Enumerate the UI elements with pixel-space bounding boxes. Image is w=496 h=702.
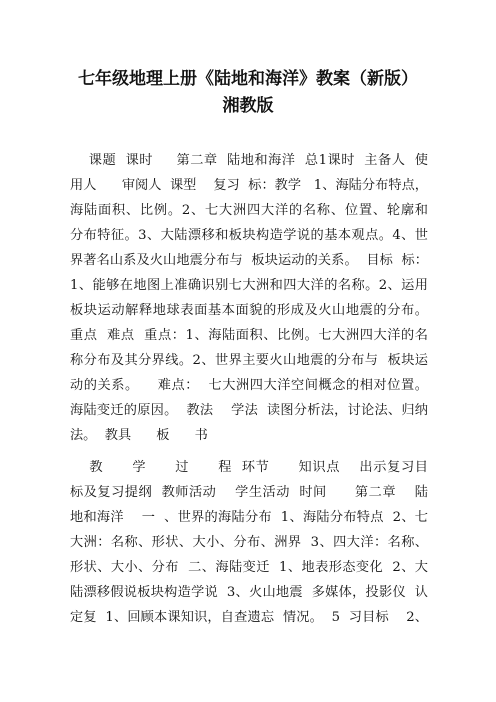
document-title: 七年级地理上册《陆地和海洋》教案（新版） bbox=[78, 69, 418, 89]
text-line: 标及复习提纲 教师活动 学生活动 时间 第二章 陆 bbox=[70, 485, 428, 500]
text-line: 海陆面积、比例。2、七大洲四大洋的名称、位置、轮廓和 bbox=[70, 203, 428, 218]
text-line: 课题 课时 第二章 陆地和海洋 总1课时 主备人 使 bbox=[70, 153, 428, 168]
text-line: 动的关系。 难点： 七大洲四大洋空间概念的相对位置。 bbox=[70, 378, 428, 393]
text-line: 用人 审阅人 课型 复习 标：教学 1、海陆分布特点， bbox=[70, 178, 428, 193]
text-line: 海陆变迁的原因。 教法 学法 读图分析法，讨论法、归纳 bbox=[70, 403, 428, 418]
text-line: 板块运动解释地球表面基本面貌的形成及火山地震的分布。 bbox=[70, 303, 428, 318]
text-line: 教 学 过 程 环节 知识点 出示复习目 bbox=[70, 460, 428, 475]
text-line: 分布特征。3、大陆漂移和板块构造学说的基本观点。4、世 bbox=[70, 228, 428, 243]
text-line: 陆漂移假说板块构造学说 3、火山地震 多媒体，投影仪 认 bbox=[70, 585, 428, 600]
text-line: 形状、大小、分布 二、海陆变迁 1、地表形态变化 2、大 bbox=[70, 560, 428, 575]
text-line: 重点 难点 重点：1、海陆面积、比例。七大洲四大洋的名 bbox=[70, 328, 428, 343]
document-subtitle: 湘教版 bbox=[222, 96, 274, 116]
text-line: 大洲：名称、形状、大小、分布、洲界 3、四大洋：名称、 bbox=[70, 535, 428, 550]
text-line: 界著名山系及火山地震分布与 板块运动的关系。 目标 标： bbox=[70, 253, 428, 268]
text-line: 定复 1、回顾本课知识，自查遗忘 情况。 5 习目标 2、 bbox=[70, 610, 428, 625]
text-line: 1、能够在地图上准确识别七大洲和四大洋的名称。2、运用 bbox=[70, 278, 428, 293]
text-line: 地和海洋 一 、世界的海陆分布 1、海陆分布特点 2、七 bbox=[70, 510, 428, 525]
text-line: 称分布及其分界线。2、世界主要火山地震的分布与 板块运 bbox=[70, 353, 428, 368]
text-line: 法。 教具 板 书 bbox=[70, 428, 208, 443]
